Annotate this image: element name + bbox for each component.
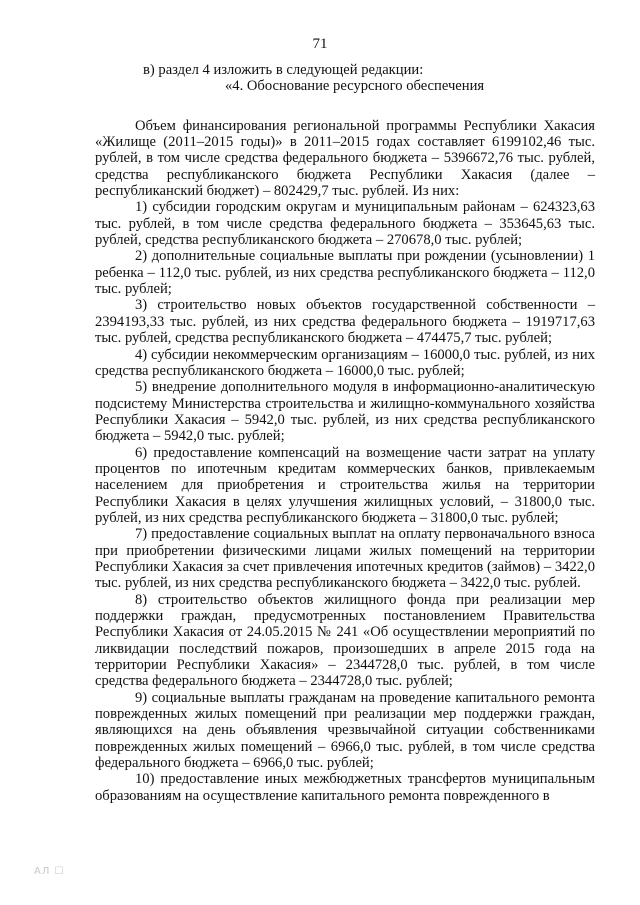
paragraph-item-10: 10) предоставление иных межбюджетных трансфертов муниципальным образованиям на осуществление капитального ремонта поврежденного в: [95, 771, 595, 804]
paragraph-item-3: 3) строительство новых объектов государственной собственности – 2394193,33 тыс. рублей, из них средства федерального бюджета – 1919717,63 тыс. рублей, средства республиканского бюджета – 474475,7 тыс. рублей;: [95, 297, 595, 347]
section-heading: «4. Обоснование ресурсного обеспечения: [225, 78, 485, 95]
paragraph-item-9: 9) социальные выплаты гражданам на проведение капитального ремонта поврежденных жилых помещений при реализации мер поддержки граждан, являющихся на день объявления чрезвычайной ситуации собственниками поврежденных жилых помещений – 6966,0 тыс. рублей, в том числе средства федерального бюджета – 6966,0 тыс. рублей;: [95, 689, 595, 772]
paragraph-item-7: 7) предоставление социальных выплат на оплату первоначального взноса при приобретении физическими лицами жилых помещений на территории Республики Хакасия за счет привлечения ипотечных кредитов (займов) – 3422,0 тыс. рублей, из них средства республиканского бюджета – 3422,0 тыс. рублей.: [95, 526, 595, 592]
paragraph-overview: Объем финансирования региональной программы Республики Хакасия «Жилище (2011–2015 годы)» в 2011–2015 годах составляет 6199102,46 тыс. рублей, в том числе средства федерального бюджета – 5396672,76 тыс. рублей, средства республиканского бюджета Республики Хакасия (далее – республиканский бюджет) – 802429,7 тыс. рублей. Из них:: [95, 117, 595, 200]
paragraph-item-6: 6) предоставление компенсаций на возмещение части затрат на уплату процентов по ипотечным кредитам коммерческих банков, привлекаемым населением для приобретения и строительства жилья на территории Республики Хакасия в целях улучшения жилищных условий, – 31800,0 тыс. рублей, из них средства республиканского бюджета – 31800,0 тыс. рублей;: [95, 444, 595, 526]
paragraph-item-8: 8) строительство объектов жилищного фонда при реализации мер поддержки граждан, предусмотренных постановлением Правительства Республики Хакасия от 24.05.2015 № 241 «Об осуществлении мероприятий по ликвидации последствий пожаров, произошедших в апреле 2015 года на территории Республики Хакасия» – 2344728,0 тыс. рублей, в том числе средства федерального бюджета – 2344728,0 тыс. рублей;: [95, 591, 595, 690]
paragraph-item-5: 5) внедрение дополнительного модуля в информационно-аналитическую подсистему Министерства строительства и жилищно-коммунального хозяйства Республики Хакасия – 5942,0 тыс. рублей, из них средства республиканского бюджета – 5942,0 тыс. рублей;: [95, 379, 595, 445]
footer-stamp-mark: АЛ ☐: [34, 866, 65, 877]
paragraph-item-2: 2) дополнительные социальные выплаты при рождении (усыновлении) 1 ребенка – 112,0 тыс. рублей, из них средства республиканского бюджета – 112,0 тыс. рублей;: [95, 248, 595, 298]
document-body: [95, 62, 595, 804]
intro-line: в) раздел 4 изложить в следующей редакции:: [143, 62, 424, 78]
paragraph-item-4: 4) субсидии некоммерческим организациям – 16000,0 тыс. рублей, из них средства республиканского бюджета – 16000,0 тыс. рублей;: [95, 346, 595, 379]
paragraph-item-1: 1) субсидии городским округам и муниципальным районам – 624323,63 тыс. рублей, в том числе средства федерального бюджета – 353645,63 тыс. рублей, средства республиканского бюджета – 270678,0 тыс. рублей;: [95, 199, 595, 249]
page-number: 71: [312, 36, 328, 52]
